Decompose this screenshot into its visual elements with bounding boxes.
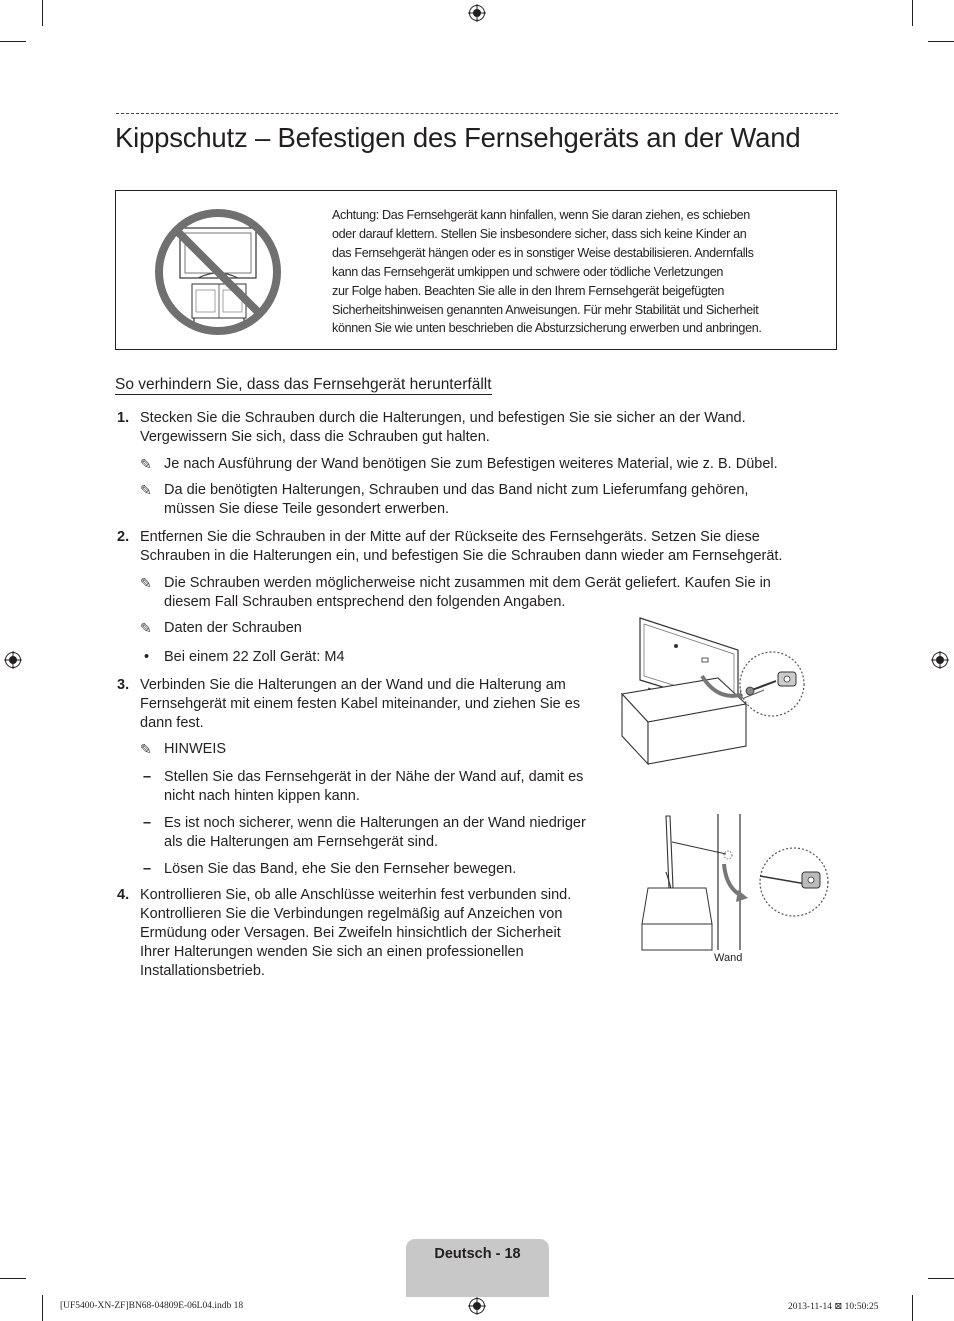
tv-wall-side-illustration (640, 812, 830, 952)
note-pencil-icon: ✎ (140, 482, 152, 498)
page-number-tab (406, 1239, 549, 1297)
step-text: Verbinden Sie die Halterungen an der Wand und die Halterung am Fernsehgerät mit einem festen Kabel miteinander, und ziehen Sie es dann fest. (140, 677, 581, 731)
warning-box (115, 190, 837, 350)
bullet-item: Bei einem 22 Zoll Gerät: M4 (164, 649, 345, 665)
crop-mark (42, 1295, 43, 1321)
crop-mark (0, 41, 26, 42)
step-note: Je nach Ausführung der Wand benötigen Sie zum Befestigen weiteres Material, wie z. B. Dübel. (164, 456, 778, 472)
dash-marker: – (143, 861, 152, 877)
step-number: 4. (117, 887, 130, 903)
note-pencil-icon: ✎ (140, 575, 152, 591)
registration-mark-icon (468, 1297, 486, 1315)
note-pencil-icon: ✎ (140, 456, 152, 472)
step-number: 2. (117, 529, 130, 545)
step-text: Kontrollieren Sie, ob alle Anschlüsse weiterhin fest verbunden sind. Kontrollieren Sie die Verbindungen regelmäßig auf Anzeichen von Ermüdung oder Versagen. Bei Zweifeln hinsichtlich der Sicherheit Ihrer Halterungen wenden Sie sich an einen professionellen Installationsbetrieb. (140, 887, 572, 979)
dash-marker: – (143, 815, 152, 831)
print-slug-file: [UF5400-XN-ZF]BN68-04809E-06L04.indb 18 (60, 1301, 244, 1311)
note-pencil-icon: ✎ (140, 620, 152, 636)
note-pencil-icon: ✎ (140, 741, 152, 757)
registration-mark-icon (931, 651, 949, 669)
tv-bracket-illustration (618, 614, 808, 766)
crop-mark (0, 1278, 26, 1279)
crop-mark (42, 0, 43, 26)
step-note: Da die benötigten Halterungen, Schrauben und das Band nicht zum Lieferumfang gehören, müssen Sie diese Teile gesondert erwerben. (164, 482, 749, 517)
page-title: Kippschutz – Befestigen des Fernsehgeräts an der Wand (115, 122, 801, 153)
step-number: 3. (117, 677, 130, 693)
crop-mark (912, 0, 913, 26)
dash-item: Es ist noch sicherer, wenn die Halterungen an der Wand niedriger als die Halterungen am Fernsehgerät sind. (164, 815, 586, 850)
bullet-dot: • (144, 649, 150, 665)
note-heading: HINWEIS (164, 741, 227, 757)
dash-marker: – (143, 769, 152, 785)
step-text: Stecken Sie die Schrauben durch die Halterungen, und befestigen Sie sie sicher an der Wand. Vergewissern Sie sich, dass die Schrauben gut halten. (140, 410, 746, 445)
dash-item: Lösen Sie das Band, ehe Sie den Fernseher bewegen. (164, 861, 517, 877)
step-note: Die Schrauben werden möglicherweise nicht zusammen mit dem Gerät geliefert. Kaufen Sie in diesem Fall Schrauben entsprechend den folgenden Angaben. (164, 575, 771, 610)
crop-mark (928, 1278, 954, 1279)
crop-mark (912, 1295, 913, 1321)
step-note: Daten der Schrauben (164, 620, 302, 636)
warning-text: Achtung: Das Fernsehgerät kann hinfallen, wenn Sie daran ziehen, es schieben oder darauf klettern. Stellen Sie insbesondere sicher, dass sich keine Kinder an das Fernsehgerät hängen oder es in sonstiger Weise destabilisieren. Andernfalls kann das Fernsehgerät umkippen und schwere oder tödliche Verletzungen zur Folge haben. Beachten Sie alle in den Ihrem Fernsehgerät beigefügten Sicherheitshinweisen genannten Anweisungen. Für mehr Stabilität und Sicherheit können Sie wie unten beschrieben die Absturzsicherung erwerben und anbringen. (332, 208, 762, 336)
crop-mark (928, 41, 954, 42)
print-slug-date: 2013-11-14 ⊠ 10:50:25 (788, 1302, 879, 1312)
wall-label: Wand (714, 952, 743, 964)
page-number: Deutsch - 18 (434, 1246, 521, 1262)
no-tv-on-stand-icon (152, 206, 284, 338)
registration-mark-icon (468, 4, 486, 22)
step-text: Entfernen Sie die Schrauben in der Mitte auf der Rückseite des Fernsehgeräts. Setzen Sie diese Schrauben in die Halterungen ein, und befestigen Sie die Schrauben dann wieder am Fernsehgerät. (140, 529, 783, 564)
title-divider (116, 113, 838, 114)
step-number: 1. (117, 410, 130, 426)
registration-mark-icon (4, 651, 22, 669)
section-heading: So verhindern Sie, dass das Fernsehgerät herunterfällt (115, 376, 492, 393)
dash-item: Stellen Sie das Fernsehgerät in der Nähe der Wand auf, damit es nicht nach hinten kippen kann. (164, 769, 584, 804)
